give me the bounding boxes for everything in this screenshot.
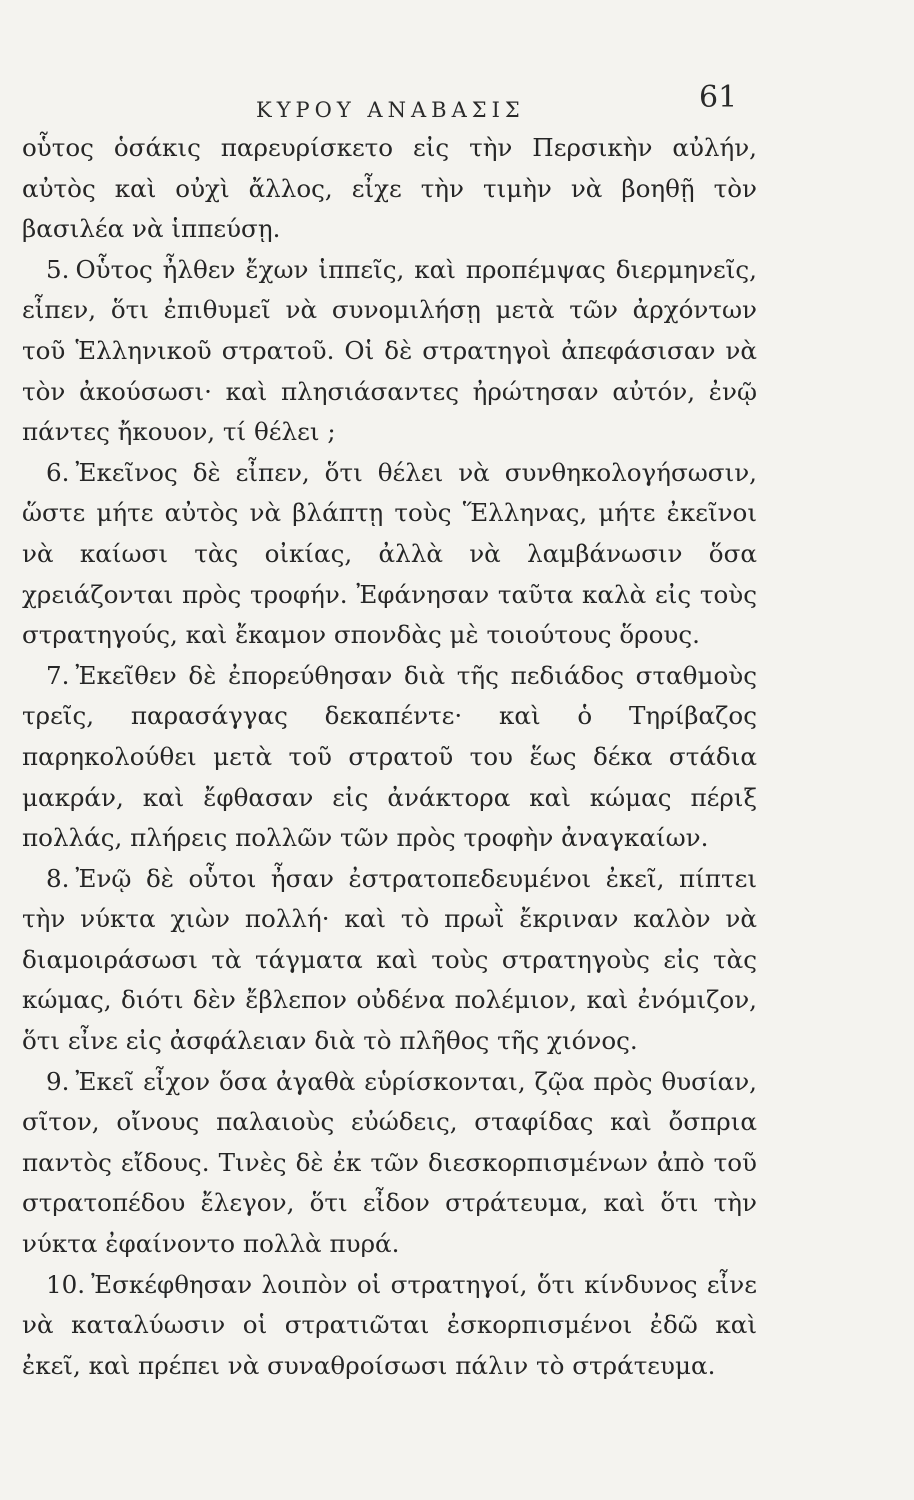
paragraph-6 bbox=[22, 453, 757, 656]
paragraph-text: Ἐκεῖ εἶχον ὅσα ἀγαθὰ εὑρίσκονται, ζῷα πρὸς θυσίαν, σῖτον, οἴνους παλαιοὺς εὐώδεις, σταφίδας καὶ ὄσπρια παντὸς εἴδους. Τινὲς δὲ ἐκ τῶν διεσκορπισμένων ἀπὸ τοῦ στρατοπέδου ἔλεγον, ὅτι εἶδον στράτευμα, καὶ ὅτι τὴν νύκτα ἐφαίνοντο πολλὰ πυρά. bbox=[22, 1066, 757, 1259]
paragraph-number: 8. bbox=[46, 863, 70, 893]
paragraph-number: 7. bbox=[46, 660, 70, 690]
paragraph-7 bbox=[22, 656, 757, 859]
paragraph-number: 5. bbox=[46, 254, 70, 284]
paragraph-text: Οὗτος ἦλθεν ἔχων ἱππεῖς, καὶ προπέμψας διερμηνεῖς, εἶπεν, ὅτι ἐπιθυμεῖ νὰ συνομιλήσῃ μετὰ τῶν ἀρχόντων τοῦ Ἑλληνικοῦ στρατοῦ. Οἱ δὲ στρατηγοὶ ἀπεφάσισαν νὰ τὸν ἀκούσωσι· καὶ πλησιάσαντες ἠρώτησαν αὐτόν, ἐνῷ πάντες ἤκουον, τί θέλει ; bbox=[22, 254, 757, 447]
body-text bbox=[22, 128, 757, 1386]
paragraph-text: Ἐνῷ δὲ οὗτοι ἦσαν ἐστρατοπεδευμένοι ἐκεῖ, πίπτει τὴν νύκτα χιὼν πολλή· καὶ τὸ πρωῒ ἔκριναν καλὸν νὰ διαμοιράσωσι τὰ τάγματα καὶ τοὺς στρατηγοὺς εἰς τὰς κώμας, διότι δὲν ἔβλεπον οὐδένα πολέμιον, καὶ ἐνόμιζον, ὅτι εἶνε εἰς ἀσφάλειαν διὰ τὸ πλῆθος τῆς χιόνος. bbox=[22, 863, 757, 1056]
paragraph-5 bbox=[22, 250, 757, 453]
page-number: 61 bbox=[699, 80, 738, 115]
paragraph-text: Ἐκεῖθεν δὲ ἐπορεύθησαν διὰ τῆς πεδιάδος σταθμοὺς τρεῖς, παρασάγγας δεκαπέντε· καὶ ὁ Τηρίβαζος παρηκολούθει μετὰ τοῦ στρατοῦ του ἕως δέκα στάδια μακράν, καὶ ἔφθασαν εἰς ἀνάκτορα καὶ κώμας πέριξ πολλάς, πλήρεις πολλῶν τῶν πρὸς τροφὴν ἀναγκαίων. bbox=[22, 660, 757, 853]
paragraph-continuation bbox=[22, 128, 757, 250]
page-header bbox=[0, 80, 914, 130]
running-head: ΚΥΡΟΥ ΑΝΑΒΑΣΙΣ bbox=[256, 98, 525, 122]
paragraph-9 bbox=[22, 1062, 757, 1265]
paragraph-text: Ἐσκέφθησαν λοιπὸν οἱ στρατηγοί, ὅτι κίνδυνος εἶνε νὰ καταλύωσιν οἱ στρατιῶται ἐσκορπισμένοι ἐδῶ καὶ ἐκεῖ, καὶ πρέπει νὰ συναθροίσωσι πάλιν τὸ στράτευμα. bbox=[22, 1269, 757, 1380]
paragraph-10 bbox=[22, 1265, 757, 1387]
paragraph-8 bbox=[22, 859, 757, 1062]
paragraph-text: οὗτος ὁσάκις παρευρίσκετο εἰς τὴν Περσικὴν αὐλήν, αὐτὸς καὶ οὐχὶ ἄλλος, εἶχε τὴν τιμὴν νὰ βοηθῇ τὸν βασιλέα νὰ ἱππεύσῃ. bbox=[22, 133, 757, 244]
paragraph-text: Ἐκεῖνος δὲ εἶπεν, ὅτι θέλει νὰ συνθηκολογήσωσιν, ὥστε μήτε αὐτὸς νὰ βλάπτῃ τοὺς Ἕλληνας, μήτε ἐκεῖνοι νὰ καίωσι τὰς οἰκίας, ἀλλὰ νὰ λαμβάνωσιν ὅσα χρειάζονται πρὸς τροφήν. Ἐφάνησαν ταῦτα καλὰ εἰς τοὺς στρατηγούς, καὶ ἔκαμον σπονδὰς μὲ τοιούτους ὅρους. bbox=[22, 457, 757, 650]
paragraph-number: 6. bbox=[46, 457, 70, 487]
paragraph-number: 10. bbox=[46, 1269, 86, 1299]
paragraph-number: 9. bbox=[46, 1066, 70, 1096]
